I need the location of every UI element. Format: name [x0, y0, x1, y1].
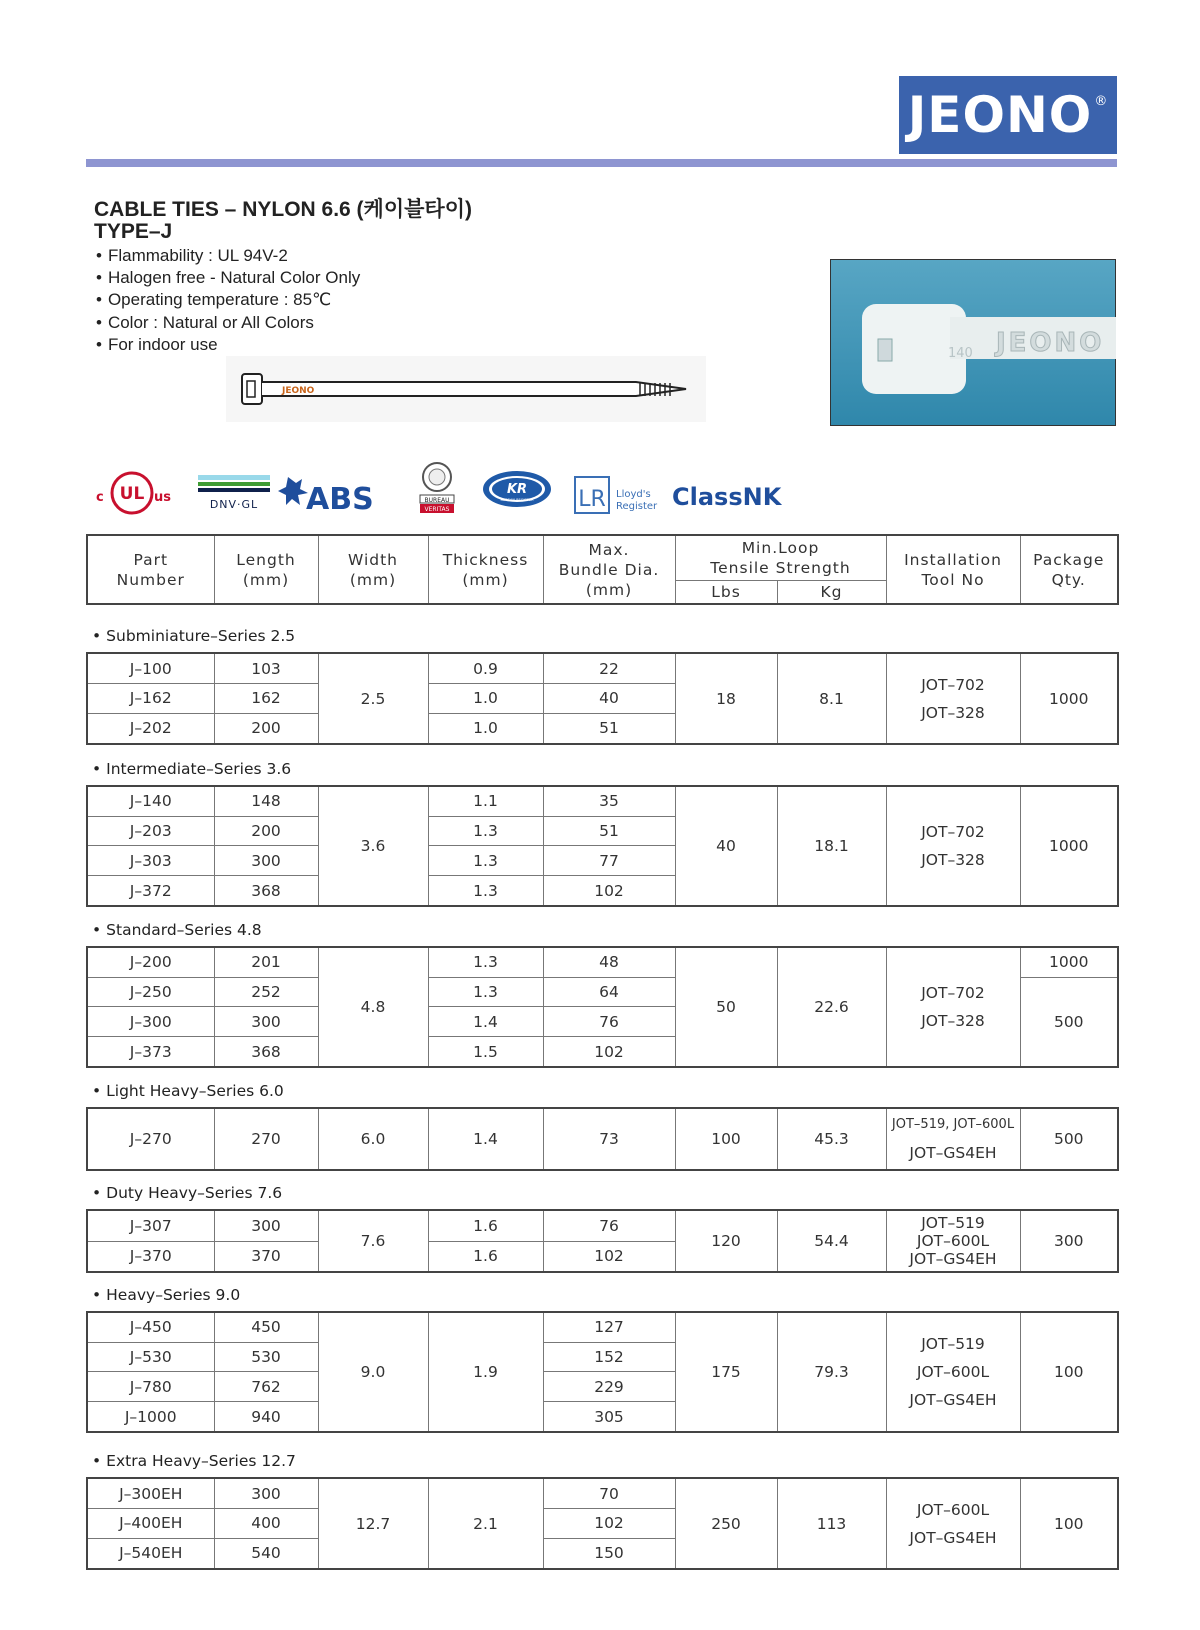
width-cell: 9.0	[318, 1312, 428, 1432]
section-label-extra-heavy: • Extra Heavy–Series 12.7	[92, 1452, 296, 1470]
thickness-cell: 1.6	[428, 1210, 543, 1241]
registered-mark: ®	[1094, 93, 1109, 109]
kg-cell: 54.4	[777, 1210, 886, 1272]
classnk-text: ClassNK	[672, 483, 782, 511]
feature-item: • Operating temperature : 85℃	[96, 289, 360, 311]
header-thickness: Thickness (mm)	[428, 535, 543, 604]
page-subtitle: TYPE–J	[94, 220, 173, 243]
tool-cell: JOT–702 JOT–328	[886, 786, 1020, 906]
kg-cell: 45.3	[777, 1108, 886, 1170]
header-length: Length (mm)	[214, 535, 318, 604]
part-number: J–300	[87, 1007, 214, 1037]
length-cell: 270	[214, 1108, 318, 1170]
spec-table-duty-heavy	[86, 1209, 1119, 1273]
header-width: Width (mm)	[318, 535, 428, 604]
tool-cell: JOT–600L JOT–GS4EH	[886, 1478, 1020, 1569]
thickness-cell: 2.1	[428, 1478, 543, 1569]
width-cell: 12.7	[318, 1478, 428, 1569]
tool-cell: JOT–519 JOT–600L JOT–GS4EH	[886, 1312, 1020, 1432]
tool-cell: JOT–519, JOT–600L JOT–GS4EH	[886, 1108, 1020, 1170]
bundle-cell: 40	[543, 684, 675, 714]
ul-us-text: us	[154, 490, 171, 505]
length-cell: 200	[214, 816, 318, 846]
thickness-cell: 1.3	[428, 846, 543, 876]
table-row	[87, 786, 1118, 816]
tool-cell: JOT–519 JOT–600L JOT–GS4EH	[886, 1210, 1020, 1272]
bundle-cell: 76	[543, 1007, 675, 1037]
page-title: CABLE TIES – NYLON 6.6 (케이블타이)	[94, 198, 472, 221]
length-cell: 368	[214, 876, 318, 906]
part-number: J–270	[87, 1108, 214, 1170]
header-package-qty: Package Qty.	[1020, 535, 1118, 604]
lbs-cell: 100	[675, 1108, 777, 1170]
dnv-text: DNV·GL	[209, 498, 259, 511]
part-number: J–1000	[87, 1402, 214, 1432]
kr-text: KR	[506, 482, 528, 497]
lbs-cell: 40	[675, 786, 777, 906]
header-kg: Kg	[777, 580, 886, 604]
spec-table-light-heavy	[86, 1107, 1119, 1171]
part-number: J–162	[87, 684, 214, 714]
lr-line1-text: Lloyd's	[616, 489, 651, 500]
tool-cell: JOT–702 JOT–328	[886, 653, 1020, 744]
header-bundle-dia: Max. Bundle Dia. (mm)	[543, 535, 675, 604]
classnk-logo	[672, 483, 783, 511]
length-cell: 200	[214, 713, 318, 744]
kr-sub-text: KOREAN REGISTER	[500, 498, 534, 502]
thickness-cell: 1.0	[428, 684, 543, 714]
header-part-number: Part Number	[87, 535, 214, 604]
drawing-brand-text: JEONO	[282, 386, 315, 396]
brand-logo	[899, 76, 1117, 154]
thickness-cell: 0.9	[428, 653, 543, 684]
length-cell: 368	[214, 1037, 318, 1067]
package-cell: 300	[1020, 1210, 1118, 1272]
bureau-veritas-logo	[420, 463, 454, 513]
table-row	[87, 1478, 1118, 1509]
length-cell: 762	[214, 1372, 318, 1402]
thickness-cell: 1.3	[428, 876, 543, 906]
feature-item: • For indoor use	[96, 334, 360, 356]
photo-brand-text: JEONO	[996, 328, 1105, 358]
width-cell: 6.0	[318, 1108, 428, 1170]
part-number: J–300EH	[87, 1478, 214, 1509]
length-cell: 300	[214, 1478, 318, 1509]
header-divider	[86, 159, 1117, 167]
certification-logos	[92, 455, 1122, 525]
bundle-cell: 102	[543, 1509, 675, 1539]
bundle-cell: 305	[543, 1402, 675, 1432]
section-label-standard: • Standard–Series 4.8	[92, 921, 262, 939]
length-cell: 300	[214, 1210, 318, 1241]
lbs-cell: 175	[675, 1312, 777, 1432]
part-number: J–250	[87, 977, 214, 1007]
length-cell: 201	[214, 947, 318, 977]
length-cell: 400	[214, 1509, 318, 1539]
part-number: J–200	[87, 947, 214, 977]
package-cell: 100	[1020, 1478, 1118, 1569]
section-label-subminiature: • Subminiature–Series 2.5	[92, 627, 295, 645]
thickness-cell: 1.1	[428, 786, 543, 816]
section-label-duty-heavy: • Duty Heavy–Series 7.6	[92, 1184, 282, 1202]
lloyds-register-logo	[575, 477, 658, 513]
ul-c-text: c	[96, 490, 104, 505]
part-number: J–202	[87, 713, 214, 744]
lbs-cell: 120	[675, 1210, 777, 1272]
table-row	[87, 1108, 1118, 1170]
length-cell: 530	[214, 1342, 318, 1372]
ul-text: UL	[119, 484, 145, 504]
part-number: J–372	[87, 876, 214, 906]
spec-table-intermediate	[86, 785, 1119, 907]
length-cell: 450	[214, 1312, 318, 1342]
lbs-cell: 18	[675, 653, 777, 744]
part-number: J–203	[87, 816, 214, 846]
bundle-cell: 152	[543, 1342, 675, 1372]
header-installation-tool: Installation Tool No	[886, 535, 1020, 604]
section-label-intermediate: • Intermediate–Series 3.6	[92, 760, 291, 778]
abs-text: ABS	[306, 482, 374, 517]
bundle-cell: 22	[543, 653, 675, 684]
length-cell: 162	[214, 684, 318, 714]
part-number: J–370	[87, 1241, 214, 1272]
part-number: J–540EH	[87, 1538, 214, 1569]
thickness-cell: 1.3	[428, 816, 543, 846]
width-cell: 7.6	[318, 1210, 428, 1272]
spec-table-heavy	[86, 1311, 1119, 1433]
lbs-cell: 250	[675, 1478, 777, 1569]
bundle-cell: 51	[543, 816, 675, 846]
kr-logo	[483, 471, 551, 507]
thickness-cell: 1.4	[428, 1007, 543, 1037]
part-number: J–373	[87, 1037, 214, 1067]
table-row	[87, 947, 1118, 977]
length-cell: 540	[214, 1538, 318, 1569]
header-lbs: Lbs	[675, 580, 777, 604]
brand-name: JEONO	[907, 86, 1093, 144]
part-number: J–530	[87, 1342, 214, 1372]
header-tensile-strength: Min.Loop Tensile Strength	[675, 535, 886, 580]
bundle-cell: 102	[543, 876, 675, 906]
bundle-cell: 127	[543, 1312, 675, 1342]
kg-cell: 113	[777, 1478, 886, 1569]
lr-text: LR	[578, 487, 606, 512]
length-cell: 252	[214, 977, 318, 1007]
tool-cell: JOT–702 JOT–328	[886, 947, 1020, 1067]
kg-cell: 22.6	[777, 947, 886, 1067]
bundle-cell: 77	[543, 846, 675, 876]
bundle-cell: 229	[543, 1372, 675, 1402]
section-label-heavy: • Heavy–Series 9.0	[92, 1286, 240, 1304]
product-photo	[830, 259, 1116, 426]
package-cell: 500	[1020, 977, 1118, 1067]
thickness-cell: 1.3	[428, 947, 543, 977]
bundle-cell: 73	[543, 1108, 675, 1170]
thickness-cell: 1.0	[428, 713, 543, 744]
bundle-cell: 64	[543, 977, 675, 1007]
feature-item: • Color : Natural or All Colors	[96, 312, 360, 334]
feature-item: • Halogen free - Natural Color Only	[96, 267, 360, 289]
bundle-cell: 102	[543, 1037, 675, 1067]
spec-table-extra-heavy	[86, 1477, 1119, 1570]
part-number: J–307	[87, 1210, 214, 1241]
package-cell: 1000	[1020, 653, 1118, 744]
part-number: J–400EH	[87, 1509, 214, 1539]
part-number: J–450	[87, 1312, 214, 1342]
lbs-cell: 50	[675, 947, 777, 1067]
dnv-gl-logo	[198, 475, 270, 511]
table-row	[87, 653, 1118, 684]
bundle-cell: 70	[543, 1478, 675, 1509]
bundle-cell: 48	[543, 947, 675, 977]
bv-top-text: BUREAU	[424, 497, 450, 504]
length-cell: 148	[214, 786, 318, 816]
thickness-cell: 1.5	[428, 1037, 543, 1067]
part-number: J–780	[87, 1372, 214, 1402]
table-row	[87, 1312, 1118, 1342]
spec-table-standard	[86, 946, 1119, 1068]
part-number: J–303	[87, 846, 214, 876]
length-cell: 300	[214, 846, 318, 876]
bundle-cell: 51	[543, 713, 675, 744]
width-cell: 3.6	[318, 786, 428, 906]
thickness-cell: 1.3	[428, 977, 543, 1007]
ul-logo	[96, 473, 171, 513]
kg-cell: 18.1	[777, 786, 886, 906]
bundle-cell: 35	[543, 786, 675, 816]
package-cell: 100	[1020, 1312, 1118, 1432]
width-cell: 4.8	[318, 947, 428, 1067]
bundle-cell: 102	[543, 1241, 675, 1272]
package-cell: 500	[1020, 1108, 1118, 1170]
thickness-cell: 1.9	[428, 1312, 543, 1432]
thickness-cell: 1.4	[428, 1108, 543, 1170]
kg-cell: 79.3	[777, 1312, 886, 1432]
package-cell: 1000	[1020, 947, 1118, 977]
width-cell: 2.5	[318, 653, 428, 744]
bv-bottom-text: VERITAS	[424, 506, 450, 513]
kg-cell: 8.1	[777, 653, 886, 744]
length-cell: 940	[214, 1402, 318, 1432]
table-row	[87, 1210, 1118, 1241]
feature-item: • Flammability : UL 94V-2	[96, 245, 360, 267]
bundle-cell: 76	[543, 1210, 675, 1241]
thickness-cell: 1.6	[428, 1241, 543, 1272]
part-number: J–100	[87, 653, 214, 684]
abs-logo	[278, 477, 374, 517]
photo-number: 140	[948, 346, 973, 361]
lr-line2-text: Register	[616, 501, 658, 512]
length-cell: 300	[214, 1007, 318, 1037]
cable-tie-drawing	[226, 356, 706, 422]
spec-table-header	[86, 534, 1119, 605]
length-cell: 103	[214, 653, 318, 684]
package-cell: 1000	[1020, 786, 1118, 906]
bundle-cell: 150	[543, 1538, 675, 1569]
feature-list	[96, 245, 360, 356]
length-cell: 370	[214, 1241, 318, 1272]
part-number: J–140	[87, 786, 214, 816]
spec-table-subminiature	[86, 652, 1119, 745]
section-label-light-heavy: • Light Heavy–Series 6.0	[92, 1082, 284, 1100]
